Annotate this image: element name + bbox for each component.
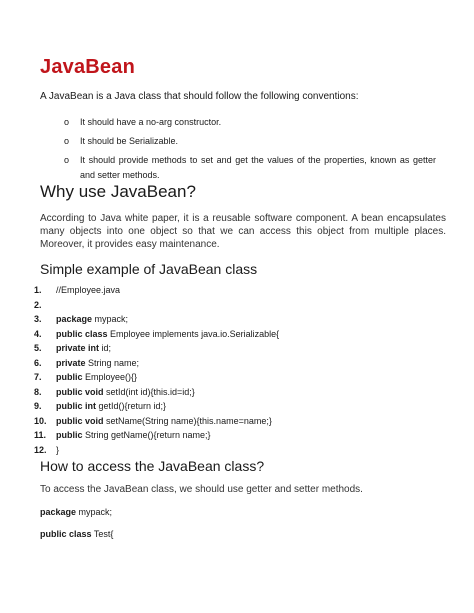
code-line	[34, 312, 279, 327]
code-keyword: public class	[40, 529, 92, 539]
list-item	[64, 115, 436, 130]
code-line	[34, 428, 279, 443]
line-number: 9.	[34, 401, 42, 411]
line-number: 10.	[34, 415, 47, 426]
why-paragraph: According to Java white paper, it is a reusable software component. A bean encapsulates many objects into one object so that we can access this object from multiple places. Moreover, it provides easy maintenance.	[40, 213, 446, 250]
code-line	[34, 385, 279, 400]
code-keyword: private int	[56, 343, 100, 353]
list-item-text: It should have a no-arg constructor.	[80, 117, 222, 127]
code-text: id;	[99, 343, 112, 353]
line-number: 5.	[34, 343, 42, 353]
code-keyword: public	[56, 430, 83, 440]
code-line	[34, 399, 279, 414]
code-keyword: public void	[56, 415, 104, 426]
access-heading: How to access the JavaBean class?	[40, 458, 265, 474]
code-text: getId(){return id;}	[96, 401, 167, 411]
code-keyword: public int	[56, 401, 96, 411]
line-number: 1.	[34, 285, 42, 295]
code-line	[34, 283, 279, 298]
code-snippet-class	[40, 529, 113, 539]
code-line	[34, 443, 279, 458]
list-item	[64, 134, 436, 149]
line-number: 4.	[34, 328, 42, 339]
line-number: 2.	[34, 299, 42, 310]
code-line	[34, 356, 279, 371]
code-text: Employee(){}	[82, 372, 138, 382]
code-snippet-package	[40, 507, 112, 517]
code-text: Test{	[91, 529, 114, 539]
code-text: }	[56, 444, 60, 455]
line-number: 3.	[34, 314, 42, 324]
code-keyword: public	[56, 372, 83, 382]
code-listing	[34, 283, 279, 457]
code-text: mypack;	[92, 314, 129, 324]
intro-text: A JavaBean is a Java class that should follow the following conventions:	[40, 91, 359, 102]
line-number: 6.	[34, 357, 42, 368]
line-number: 7.	[34, 372, 42, 382]
bullet-marker-icon: o	[64, 136, 70, 146]
code-text: setId(int id){this.id=id;}	[103, 386, 195, 397]
code-line	[34, 414, 279, 429]
code-text: mypack;	[76, 507, 113, 517]
example-heading: Simple example of JavaBean class	[40, 261, 258, 277]
code-text: String name;	[85, 357, 140, 368]
code-keyword: private	[56, 357, 86, 368]
code-keyword: package	[40, 507, 77, 517]
line-number: 11.	[34, 430, 47, 440]
code-line	[34, 298, 279, 313]
code-keyword: public class	[56, 328, 108, 339]
why-heading: Why use JavaBean?	[40, 182, 196, 201]
code-line	[34, 341, 279, 356]
code-keyword: package	[56, 314, 93, 324]
list-item	[64, 153, 436, 183]
code-text: setName(String name){this.name=name;}	[103, 415, 272, 426]
line-number: 8.	[34, 386, 42, 397]
bullet-marker-icon: o	[64, 155, 70, 165]
code-line	[34, 327, 279, 342]
code-text: //Employee.java	[56, 285, 121, 295]
document-title: JavaBean	[40, 56, 135, 78]
access-description: To access the JavaBean class, we should use getter and setter methods.	[40, 484, 363, 495]
code-line	[34, 370, 279, 385]
bullet-marker-icon: o	[64, 117, 70, 127]
code-keyword: public void	[56, 386, 104, 397]
code-text: Employee implements java.io.Serializable{	[107, 328, 280, 339]
code-text: String getName(){return name;}	[82, 430, 211, 440]
list-item-text: It should provide methods to set and get the values of the properties, known as getter and setter methods.	[80, 155, 436, 180]
line-number: 12.	[34, 444, 47, 455]
list-item-text: It should be Serializable.	[80, 136, 179, 146]
conventions-list	[64, 115, 436, 187]
